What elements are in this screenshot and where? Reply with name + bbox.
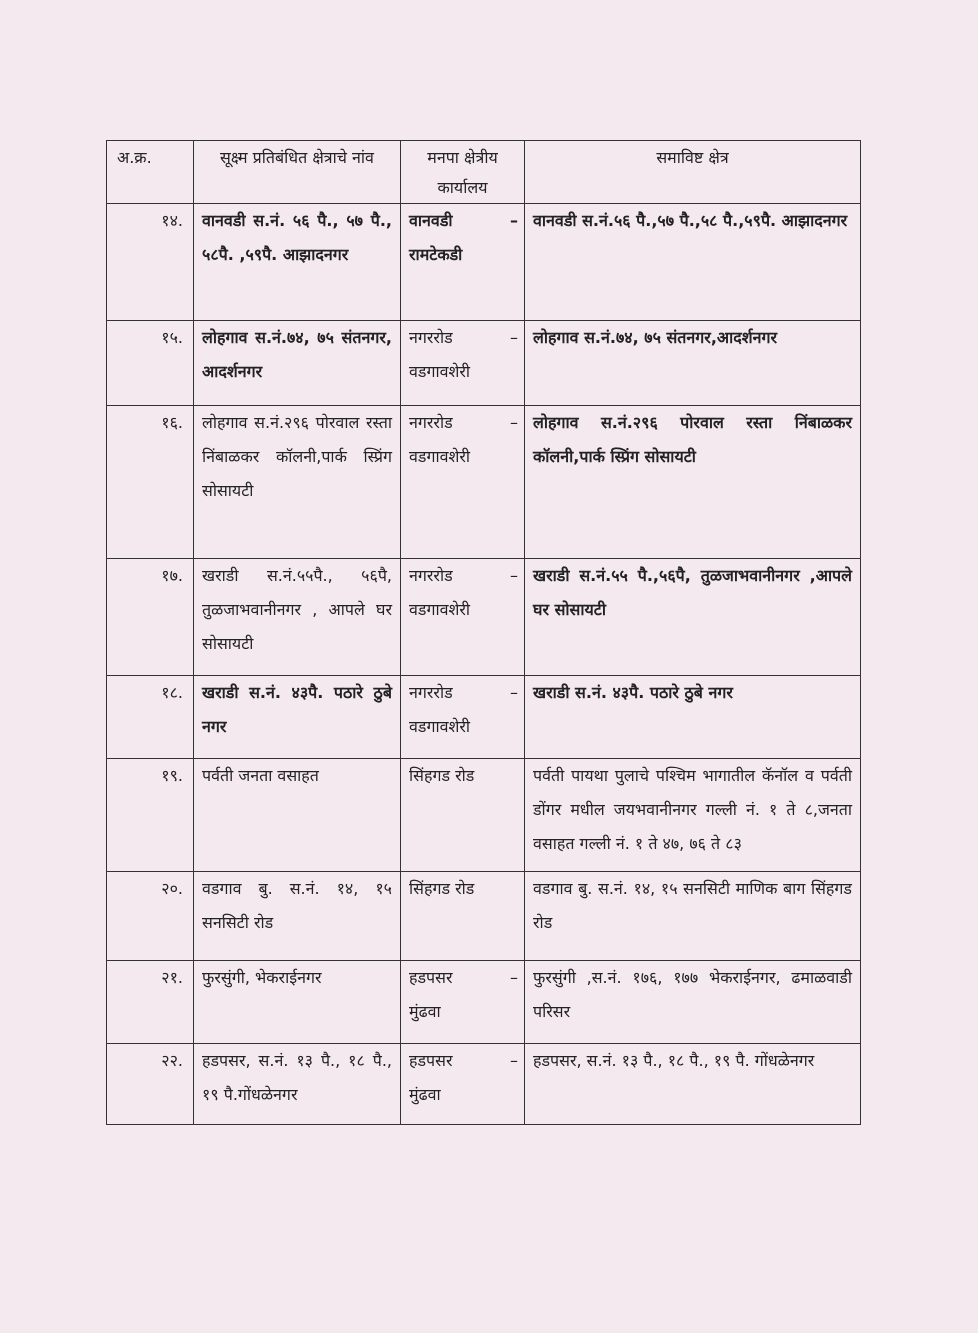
ward-office-line1: नगररोड bbox=[409, 413, 453, 432]
header-zone-name: सूक्ष्म प्रतिबंधित क्षेत्राचे नांव bbox=[194, 141, 401, 204]
serial-number: २०. bbox=[107, 872, 194, 961]
serial-number: १६. bbox=[107, 406, 194, 559]
ward-office-line2: मुंढवा bbox=[409, 1085, 441, 1104]
ward-office-line2: वडगावशेरी bbox=[409, 717, 471, 736]
ward-office-dash: – bbox=[510, 328, 518, 347]
ward-office-line2: वडगावशेरी bbox=[409, 447, 471, 466]
included-area: लोहगाव स.नं.२९६ पोरवाल रस्ता निंबाळकर कॉलनी,पार्क स्प्रिंग सोसायटी bbox=[525, 406, 861, 559]
serial-number: १९. bbox=[107, 759, 194, 872]
header-ward-office: मनपा क्षेत्रीय कार्यालय bbox=[401, 141, 525, 204]
ward-office bbox=[401, 961, 525, 1044]
ward-office-line1: नगररोड bbox=[409, 328, 453, 347]
zone-name: खराडी स.नं.५५पै., ५६पै, तुळजाभवानीनगर , आपले घर सोसायटी bbox=[194, 559, 401, 676]
ward-office-dash: – bbox=[510, 566, 518, 585]
ward-office-line1: सिंहगड रोड bbox=[409, 879, 475, 898]
ward-office bbox=[401, 321, 525, 406]
ward-office bbox=[401, 559, 525, 676]
ward-office-line1: हडपसर bbox=[409, 968, 453, 987]
serial-number: २२. bbox=[107, 1044, 194, 1125]
ward-office bbox=[401, 872, 525, 961]
header-serial-number: अ.क्र. bbox=[107, 141, 194, 204]
table-row bbox=[107, 1044, 861, 1125]
serial-number: १४. bbox=[107, 204, 194, 321]
ward-office-line1: हडपसर bbox=[409, 1051, 453, 1070]
zone-name: लोहगाव स.नं.२९६ पोरवाल रस्ता निंबाळकर कॉलनी,पार्क स्प्रिंग सोसायटी bbox=[194, 406, 401, 559]
ward-office bbox=[401, 406, 525, 559]
ward-office bbox=[401, 204, 525, 321]
table-row bbox=[107, 676, 861, 759]
serial-number: १५. bbox=[107, 321, 194, 406]
table-row bbox=[107, 961, 861, 1044]
included-area: पर्वती पायथा पुलाचे पश्चिम भागातील कॅनॉल व पर्वती डोंगर मधील जयभवानीनगर गल्ली नं. १ ते ८,जनता वसाहत गल्ली नं. १ ते ४७, ७६ ते ८३ bbox=[525, 759, 861, 872]
zone-name: पर्वती जनता वसाहत bbox=[194, 759, 401, 872]
ward-office bbox=[401, 676, 525, 759]
zone-name: वानवडी स.नं. ५६ पै., ५७ पै., ५८पै. ,५९पै. आझादनगर bbox=[194, 204, 401, 321]
table-row bbox=[107, 872, 861, 961]
zone-name: हडपसर, स.नं. १३ पै., १८ पै., १९ पै.गोंधळेनगर bbox=[194, 1044, 401, 1125]
ward-office-line2: वडगावशेरी bbox=[409, 600, 471, 619]
ward-office-dash: – bbox=[510, 683, 518, 702]
ward-office-dash: – bbox=[510, 413, 518, 432]
table-row bbox=[107, 321, 861, 406]
table-header-row bbox=[107, 141, 861, 204]
ward-office bbox=[401, 1044, 525, 1125]
containment-zones-table-container bbox=[106, 140, 860, 1125]
ward-office-line2: मुंढवा bbox=[409, 1002, 441, 1021]
included-area: खराडी स.नं. ४३पै. पठारे ठुबे नगर bbox=[525, 676, 861, 759]
ward-office-dash: – bbox=[510, 968, 518, 987]
included-area: फुरसुंगी ,स.नं. १७६, १७७ भेकराईनगर, ढमाळवाडी परिसर bbox=[525, 961, 861, 1044]
table-row bbox=[107, 204, 861, 321]
ward-office-line2: वडगावशेरी bbox=[409, 362, 471, 381]
included-area: हडपसर, स.नं. १३ पै., १८ पै., १९ पै. गोंधळेनगर bbox=[525, 1044, 861, 1125]
ward-office-line1: नगररोड bbox=[409, 566, 453, 585]
zone-name: लोहगाव स.नं.७४, ७५ संतनगर, आदर्शनगर bbox=[194, 321, 401, 406]
included-area: वानवडी स.नं.५६ पै.,५७ पै.,५८ पै.,५९पै. आझादनगर bbox=[525, 204, 861, 321]
zone-name: वडगाव बु. स.नं. १४, १५ सनसिटी रोड bbox=[194, 872, 401, 961]
serial-number: २१. bbox=[107, 961, 194, 1044]
ward-office-line1: नगररोड bbox=[409, 683, 453, 702]
ward-office bbox=[401, 759, 525, 872]
containment-zones-table bbox=[106, 140, 861, 1125]
included-area: वडगाव बु. स.नं. १४, १५ सनसिटी माणिक बाग सिंहगड रोड bbox=[525, 872, 861, 961]
table-row bbox=[107, 559, 861, 676]
table-row bbox=[107, 406, 861, 559]
zone-name: फुरसुंगी, भेकराईनगर bbox=[194, 961, 401, 1044]
ward-office-dash: – bbox=[510, 1051, 518, 1070]
serial-number: १७. bbox=[107, 559, 194, 676]
serial-number: १८. bbox=[107, 676, 194, 759]
table-row bbox=[107, 759, 861, 872]
included-area: खराडी स.नं.५५ पै.,५६पै, तुळजाभवानीनगर ,आपले घर सोसायटी bbox=[525, 559, 861, 676]
ward-office-line1: वानवडी bbox=[409, 211, 453, 230]
included-area: लोहगाव स.नं.७४, ७५ संतनगर,आदर्शनगर bbox=[525, 321, 861, 406]
ward-office-line2: रामटेकडी bbox=[409, 245, 463, 264]
ward-office-dash: – bbox=[510, 211, 518, 230]
zone-name: खराडी स.नं. ४३पै. पठारे ठुबे नगर bbox=[194, 676, 401, 759]
header-included-area: समाविष्ट क्षेत्र bbox=[525, 141, 861, 204]
ward-office-line1: सिंहगड रोड bbox=[409, 766, 475, 785]
